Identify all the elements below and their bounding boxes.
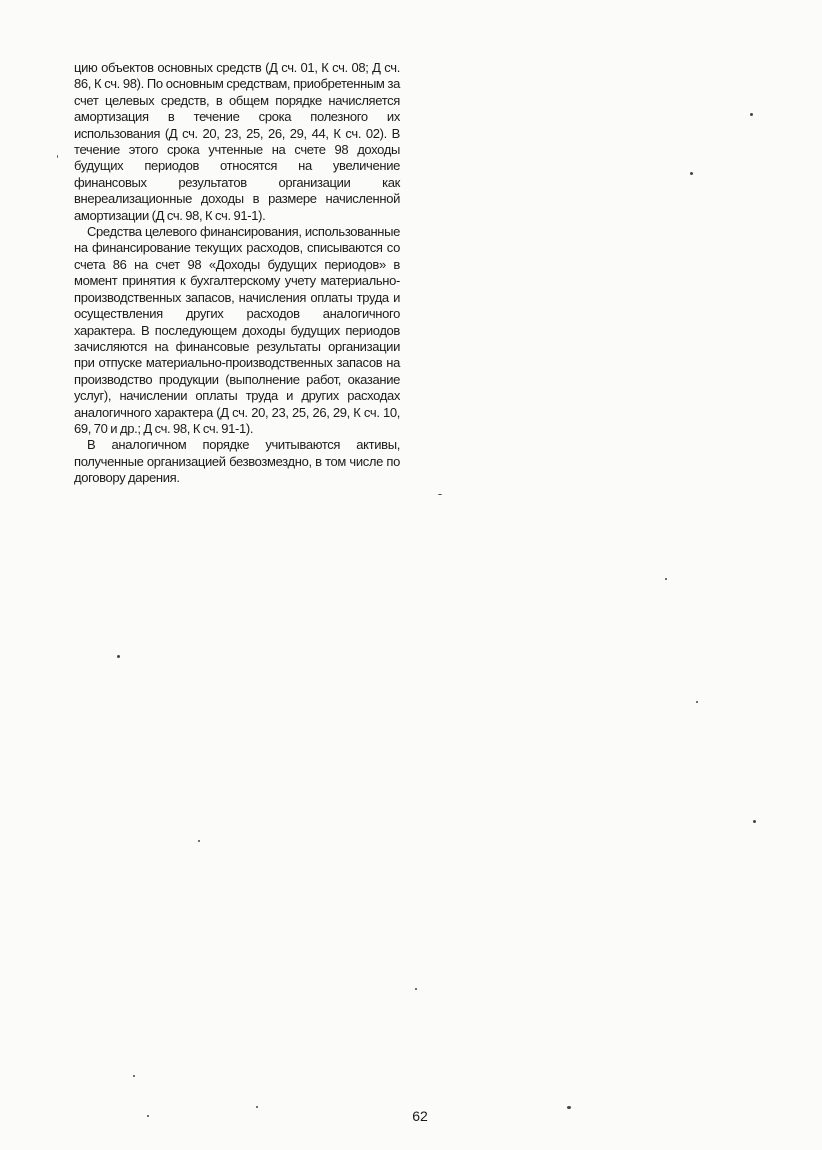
scan-speck <box>256 1106 258 1108</box>
paragraph-1: цию объектов основных средств (Д сч. 01, К сч. 08; Д сч. 86, К сч. 98). По основным средствам, приобретенным за счет целевых средств, в общем порядке начисляется амортизация в течение срока полезного их использования (Д сч. 20, 23, 25, 26, 29, 44, К сч. 02). В течение этого срока учтенные на счете 98 доходы будущих периодов относятся на увеличение финансовых результатов организации как внереализационные доходы в размере начисленной амортизации (Д сч. 98, К сч. 91-1). <box>74 60 400 223</box>
scan-speck <box>665 578 667 580</box>
scan-speck <box>415 988 417 990</box>
scan-speck <box>438 494 442 495</box>
scan-speck <box>198 840 200 842</box>
scan-speck <box>117 655 120 658</box>
scan-speck <box>133 1075 135 1077</box>
scan-speck <box>750 113 753 116</box>
page-number: 62 <box>412 1108 428 1124</box>
scan-speck <box>57 155 58 158</box>
scan-speck <box>690 172 693 175</box>
scan-speck <box>147 1115 149 1117</box>
scan-speck <box>567 1106 571 1109</box>
scan-speck <box>696 701 698 703</box>
paragraph-3: В аналогичном порядке учитываются активы, полученные организацией безвозмездно, в том числе по договору дарения. <box>74 437 400 486</box>
body-text <box>74 60 400 487</box>
scan-speck <box>753 820 756 823</box>
paragraph-2: Средства целевого финансирования, использованные на финансирование текущих расходов, списываются со счета 86 на счет 98 «Доходы будущих периодов» в момент принятия к бухгалтерскому учету материально-производственных запасов, начисления оплаты труда и осуществления других расходов аналогичного характера. В последующем доходы будущих периодов зачисляются на финансовые результаты организации при отпуске материально-производственных запасов на производство продукции (выполнение работ, оказание услуг), начислении оплаты труда и других расходах аналогичного характера (Д сч. 20, 23, 25, 26, 29, К сч. 10, 69, 70 и др.; Д сч. 98, К сч. 91-1). <box>74 224 400 436</box>
